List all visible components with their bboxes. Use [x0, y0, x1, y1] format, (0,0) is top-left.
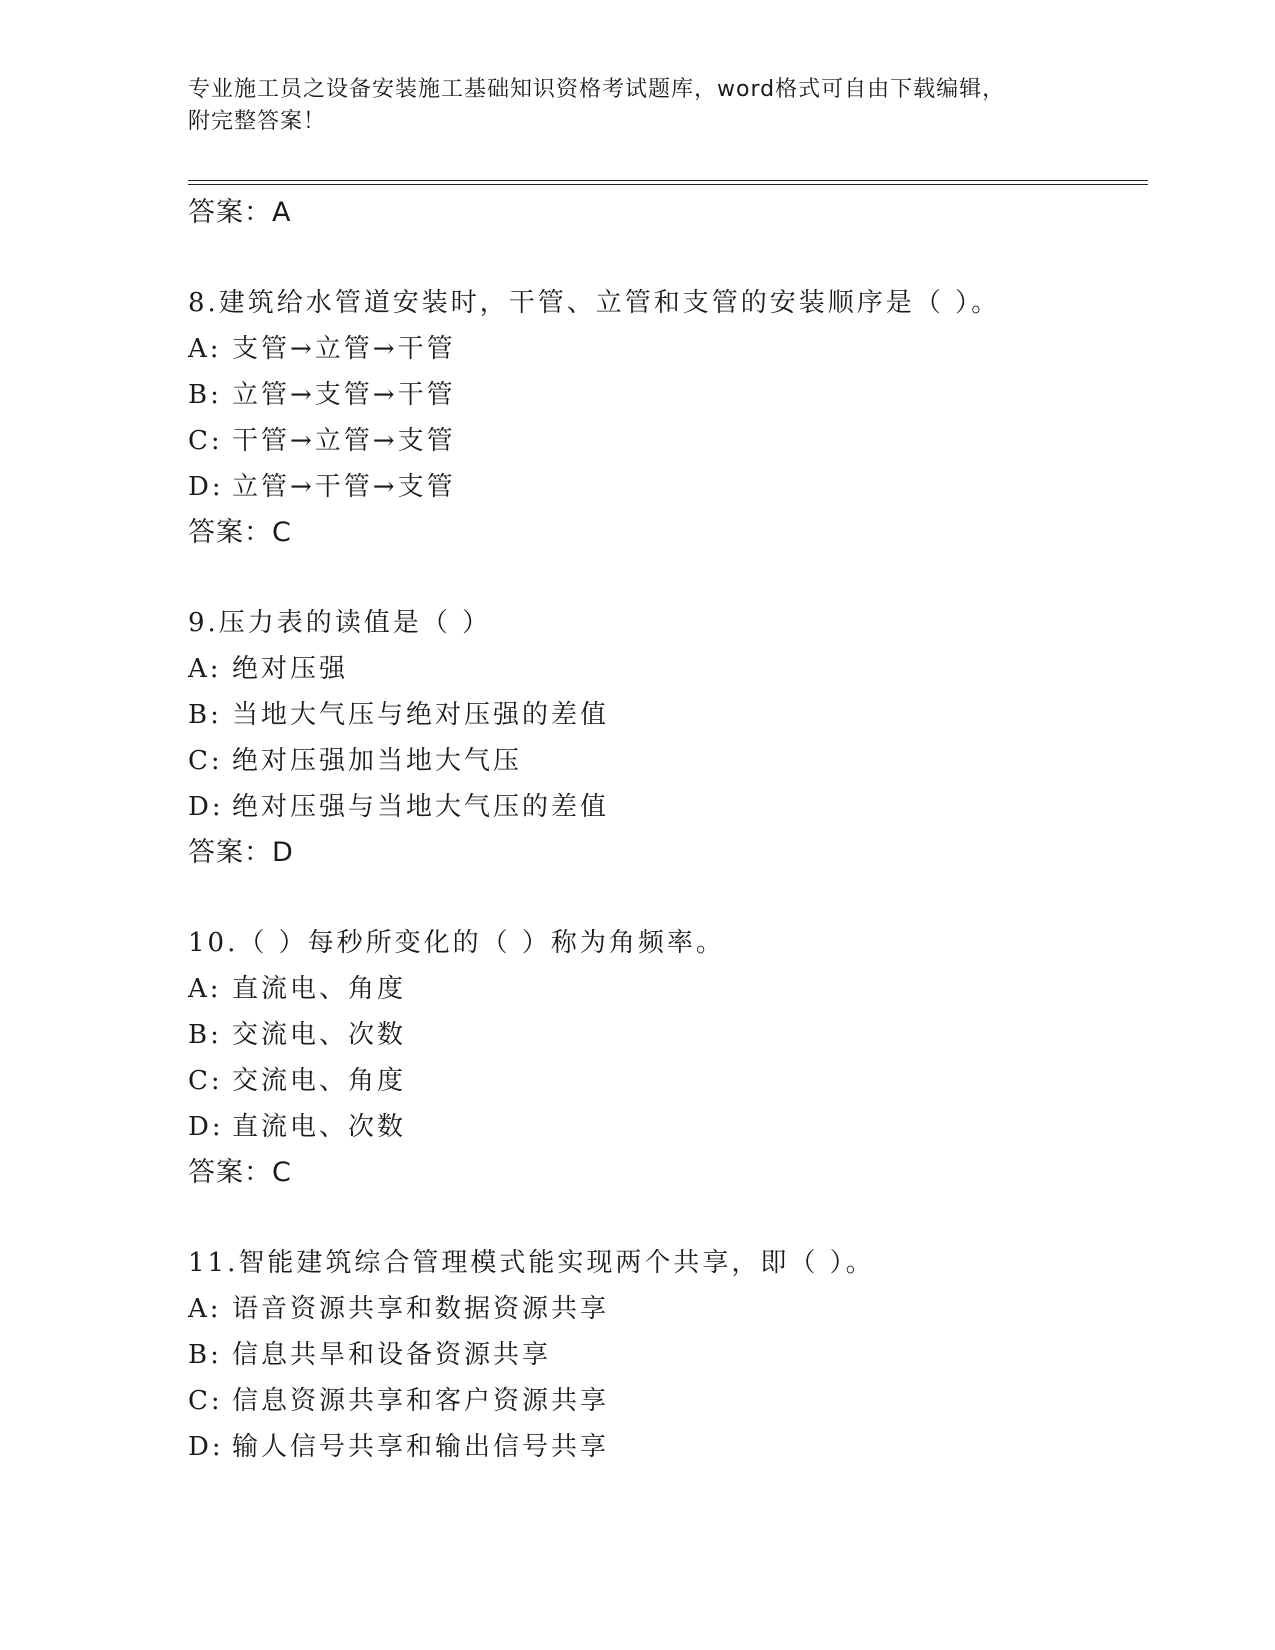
- option-b: [188, 372, 1148, 418]
- option-letter: A:: [188, 334, 222, 364]
- option-letter: A:: [188, 1294, 222, 1324]
- option-text: 干管→立管→支管: [232, 426, 456, 456]
- question-text: 8.建筑给水管道安装时，干管、立管和支管的安装顺序是（ ）。: [188, 288, 1001, 318]
- header-line-2: 附完整答案！: [188, 109, 327, 134]
- option-text: 绝对压强与当地大气压的差值: [232, 792, 610, 822]
- option-text: 输人信号共享和输出信号共享: [232, 1432, 610, 1462]
- option-d: [188, 464, 1148, 510]
- option-d: [188, 1104, 1148, 1150]
- option-a: [188, 646, 1148, 692]
- question-list: [188, 190, 1148, 1470]
- question-text: 11.智能建筑综合管理模式能实现两个共享，即（ ）。: [188, 1248, 875, 1278]
- option-letter: C:: [188, 1386, 223, 1416]
- header-divider-bottom: [188, 184, 1148, 185]
- option-letter: B:: [188, 1340, 222, 1370]
- option-a: [188, 966, 1148, 1012]
- option-c: [188, 738, 1148, 784]
- document-header: [188, 74, 1088, 138]
- previous-answer: 答案：A: [188, 197, 292, 228]
- answer-9: 答案：D: [188, 837, 294, 868]
- option-letter: B:: [188, 380, 222, 410]
- option-text: 立管→支管→干管: [232, 380, 456, 410]
- question-10: [188, 920, 1148, 1196]
- option-letter: C:: [188, 746, 223, 776]
- option-letter: D:: [188, 472, 224, 502]
- option-text: 立管→干管→支管: [232, 472, 456, 502]
- answer-10: 答案：C: [188, 1157, 292, 1188]
- option-c: [188, 1378, 1148, 1424]
- option-text: 信息资源共享和客户资源共享: [232, 1386, 610, 1416]
- option-text: 直流电、角度: [232, 974, 407, 1004]
- option-text: 绝对压强加当地大气压: [232, 746, 523, 776]
- question-text: 9.压力表的读值是（ ）: [188, 608, 492, 638]
- option-letter: D:: [188, 1112, 224, 1142]
- answer-8: 答案：C: [188, 517, 292, 548]
- option-a: [188, 326, 1148, 372]
- option-text: 信息共旱和设备资源共享: [232, 1340, 552, 1370]
- option-text: 支管→立管→干管: [232, 334, 456, 364]
- option-text: 语音资源共享和数据资源共享: [232, 1294, 610, 1324]
- option-text: 直流电、次数: [232, 1112, 407, 1142]
- question-text: 10.（ ）每秒所变化的（ ）称为角频率。: [188, 928, 725, 958]
- question-11: [188, 1240, 1148, 1470]
- option-d: [188, 784, 1148, 830]
- question-8: [188, 280, 1148, 556]
- header-divider-top: [188, 180, 1148, 181]
- header-line-1: 专业施工员之设备安装施工基础知识资格考试题库，word格式可自由下载编辑，: [188, 77, 1006, 102]
- option-letter: D:: [188, 1432, 224, 1462]
- option-letter: D:: [188, 792, 224, 822]
- option-text: 交流电、角度: [232, 1066, 407, 1096]
- option-b: [188, 692, 1148, 738]
- option-letter: A:: [188, 974, 222, 1004]
- option-text: 当地大气压与绝对压强的差值: [232, 700, 610, 730]
- option-c: [188, 1058, 1148, 1104]
- option-text: 交流电、次数: [232, 1020, 407, 1050]
- option-letter: B:: [188, 1020, 222, 1050]
- option-letter: C:: [188, 1066, 223, 1096]
- option-b: [188, 1332, 1148, 1378]
- option-letter: B:: [188, 700, 222, 730]
- option-b: [188, 1012, 1148, 1058]
- option-c: [188, 418, 1148, 464]
- option-text: 绝对压强: [232, 654, 349, 684]
- option-a: [188, 1286, 1148, 1332]
- question-9: [188, 600, 1148, 876]
- option-letter: C:: [188, 426, 223, 456]
- option-letter: A:: [188, 654, 222, 684]
- option-d: [188, 1424, 1148, 1470]
